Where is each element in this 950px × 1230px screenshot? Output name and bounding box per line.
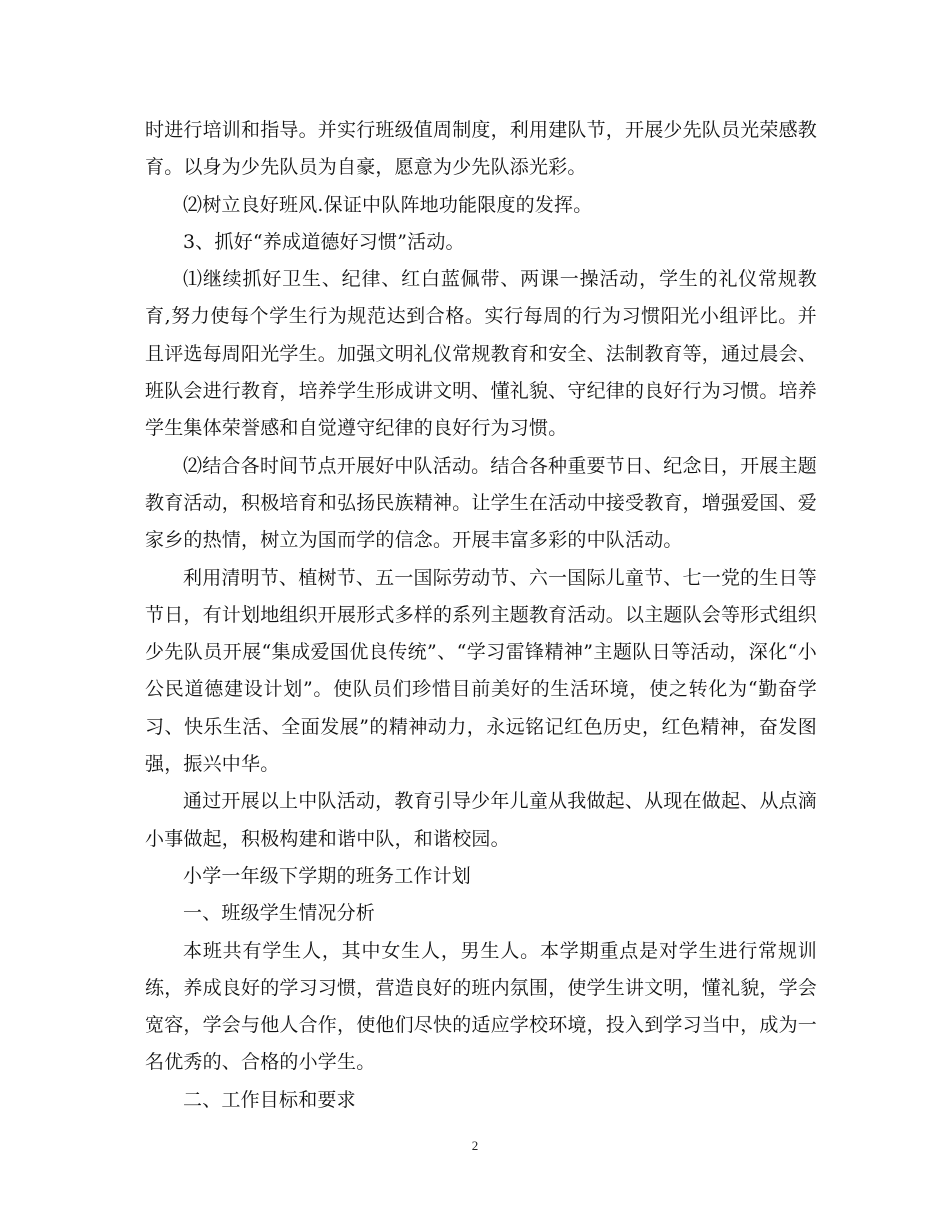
paragraph-holiday-activities: ⑵结合各时间节点开展好中队活动。结合各种重要节日、纪念日，开展主题教育活动，积极培育和弘扬民族精神。让学生在活动中接受教育，增强爱国、爱家乡的热情，树立为国而学的信念。开展丰富多彩的中队活动。	[145, 454, 818, 552]
paragraph-discipline: ⑴继续抓好卫生、纪律、红白蓝佩带、两课一操活动，学生的礼仪常规教育,努力使每个学生行为规范达到合格。实行每周的行为习惯阳光小组评比。并且评选每周阳光学生。加强文明礼仪常规教育和安全、法制教育等，通过晨会、班队会进行教育，培养学生形成讲文明、懂礼貌、守纪律的良好行为习惯。培养学生集体荣誉感和自觉遵守纪律的良好行为习惯。	[145, 268, 818, 440]
paragraph-student-analysis: 本班共有学生人，其中女生人，男生人。本学期重点是对学生进行常规训练，养成良好的学习习惯，营造良好的班内氛围，使学生讲文明，懂礼貌，学会宽容，学会与他人合作，使他们尽快的适应学校环境，投入到学习当中，成为一名优秀的、合格的小学生。	[145, 939, 818, 1074]
paragraph-summary: 通过开展以上中队活动，教育引导少年儿童从我做起、从现在做起、从点滴小事做起，积极构建和谐中队，和谐校园。	[145, 790, 817, 850]
document-body	[145, 112, 817, 1119]
page-number: 2	[471, 1138, 479, 1153]
paragraph-festival-education: 利用清明节、植树节、五一国际劳动节、六一国际儿童节、七一党的生日等节日，有计划地组织开展形式多样的系列主题教育活动。以主题队会等形式组织少先队员开展“集成爱国优良传统”、“学习雷锋精神”主题队日等活动，深化“小公民道德建设计划”。使队员们珍惜目前美好的生活环境，使之转化为“勤奋学习、快乐生活、全面发展”的精神动力，永远铭记红色历史，红色精神，奋发图强，振兴中华。	[145, 566, 818, 776]
paragraph-class-style: ⑵树立良好班风.保证中队阵地功能限度的发挥。	[183, 193, 593, 216]
paragraph-heading-habits: 3、抓好“养成道德好习惯”活动。	[183, 230, 465, 253]
section-title-plan: 小学一年级下学期的班务工作计划	[183, 864, 472, 887]
section-heading-analysis: 一、班级学生情况分析	[183, 902, 376, 925]
paragraph-continuation: 时进行培训和指导。并实行班级值周制度，利用建队节，开展少先队员光荣感教育。以身为少先队员为自豪，愿意为少先队添光彩。	[145, 119, 818, 179]
section-heading-goals: 二、工作目标和要求	[183, 1088, 356, 1111]
